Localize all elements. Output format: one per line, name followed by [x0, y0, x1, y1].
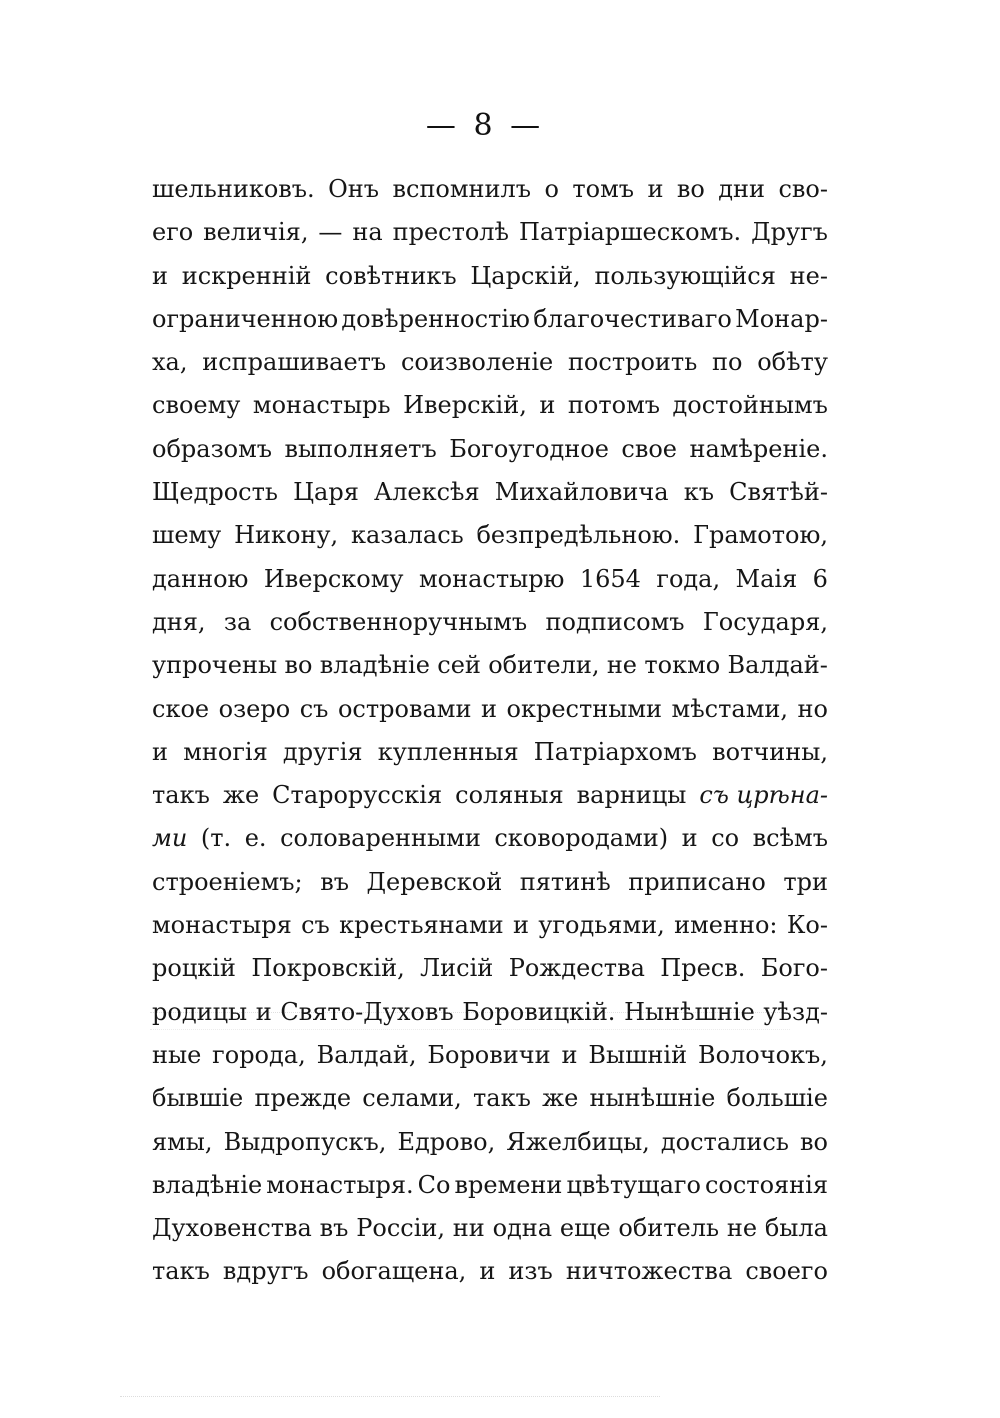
text-line — [152, 558, 828, 601]
word: еще — [559, 1214, 611, 1243]
text-line — [152, 817, 828, 860]
word: такъ — [152, 781, 210, 810]
word: выполняетъ — [284, 434, 437, 463]
word: по — [712, 348, 743, 377]
word: токмо — [644, 651, 721, 680]
word: такъ — [473, 1084, 531, 1113]
word: не — [606, 651, 638, 680]
word: шему — [152, 521, 222, 550]
word: состоянія — [704, 1170, 828, 1199]
text-line — [152, 255, 828, 298]
word: дня, — [152, 607, 206, 636]
word: и — [479, 1257, 496, 1286]
text-line — [152, 211, 828, 254]
word: его — [152, 218, 194, 247]
text-line — [152, 1034, 828, 1077]
word: Другъ — [751, 218, 828, 247]
word: ми — [152, 824, 188, 853]
word: Покровскій, — [251, 954, 405, 983]
word: Никону, — [234, 521, 339, 550]
word: соловаренными — [280, 824, 481, 853]
word: купленныя — [377, 737, 519, 766]
word: Боровичи — [427, 1040, 551, 1069]
word: монастыря. — [266, 1170, 414, 1199]
word: не- — [789, 261, 828, 290]
text-line — [152, 947, 828, 990]
word: Россіи, — [356, 1214, 445, 1243]
word: обогащена, — [321, 1257, 467, 1286]
word: Духовенства — [152, 1214, 312, 1243]
word: Боровицкій. — [462, 997, 616, 1026]
word: томъ — [572, 175, 635, 203]
word: обитель — [618, 1214, 720, 1243]
word: подписомъ — [545, 607, 685, 636]
word: ограниченною — [152, 304, 339, 333]
text-line — [152, 1207, 828, 1250]
word: владѣніе — [319, 651, 430, 680]
word: вдругъ — [222, 1257, 309, 1286]
word: со — [711, 824, 740, 853]
word: ское — [152, 694, 210, 723]
word: и — [512, 911, 529, 940]
text-line — [152, 1077, 828, 1120]
word: Волочокъ, — [697, 1040, 828, 1069]
word: Свято-Духовъ — [280, 997, 454, 1026]
text-line — [152, 688, 828, 731]
word: пользующійся — [594, 261, 776, 290]
word: безпредѣльною. — [476, 521, 681, 550]
text-line — [152, 298, 828, 341]
word: обители, — [488, 651, 600, 680]
word: и — [255, 997, 272, 1026]
word: Царскій, — [470, 261, 581, 290]
word: данною — [152, 564, 249, 593]
word: Вышній — [588, 1040, 688, 1069]
word: съ — [301, 911, 330, 940]
word: благочестиваго — [533, 304, 732, 333]
word: ха, — [152, 348, 188, 377]
word: такъ — [152, 1257, 210, 1286]
word: соизволеніе — [400, 348, 554, 377]
word: потомъ — [567, 391, 660, 420]
word: съ — [299, 694, 329, 723]
word: уѣзд- — [763, 997, 828, 1026]
word: Нынѣшніе — [624, 997, 755, 1026]
word: угодьями, — [538, 911, 665, 940]
word: была — [764, 1214, 828, 1243]
word: Валдай, — [316, 1040, 417, 1069]
word: и — [561, 1040, 578, 1069]
word: вспомнилъ — [392, 175, 532, 203]
word: образомъ — [152, 434, 273, 463]
word: Государя, — [702, 607, 828, 636]
word: монастырю — [418, 564, 565, 593]
word: именно: — [674, 911, 778, 940]
word: Михайловича — [494, 478, 669, 507]
word: одна — [492, 1214, 553, 1243]
word: престолѣ — [392, 218, 510, 247]
word: во — [799, 1127, 828, 1156]
word: многія — [183, 737, 268, 766]
text-line — [152, 904, 828, 947]
word: и — [647, 175, 664, 203]
word: искренній — [181, 261, 312, 290]
word: Выдропускъ, — [223, 1127, 387, 1156]
word: же — [222, 781, 260, 810]
word: Щедрость — [152, 478, 278, 507]
word: — — [318, 218, 343, 247]
word: во — [284, 651, 313, 680]
word: Со — [417, 1170, 451, 1199]
word: упрочены — [152, 651, 278, 680]
word: достались — [660, 1127, 789, 1156]
word: островами — [337, 694, 472, 723]
word: роцкій — [152, 954, 236, 983]
word: ямы, — [152, 1127, 213, 1156]
word: и — [152, 261, 168, 290]
word: Пресв. — [660, 954, 746, 983]
bleed-through-mark-bottom — [120, 1396, 660, 1411]
word: испрашиваетъ — [202, 348, 387, 377]
word: озеро — [218, 694, 291, 723]
word: за — [223, 607, 252, 636]
word: сво- — [778, 175, 828, 203]
word: Иверскій, — [403, 391, 527, 420]
word: Старорусскія — [272, 781, 443, 810]
word: Яжелбицы, — [506, 1127, 650, 1156]
page-number: — 8 — — [425, 108, 545, 143]
word: Валдай- — [727, 651, 828, 680]
word: нынѣшніе — [589, 1084, 716, 1113]
word: свое — [621, 434, 677, 463]
word: ни — [452, 1214, 485, 1243]
word: года, — [656, 564, 721, 593]
word: Онъ — [328, 175, 380, 203]
word: изъ — [508, 1257, 553, 1286]
word: но — [797, 694, 828, 723]
word: Патріархомъ — [533, 737, 697, 766]
word: Ко- — [786, 911, 828, 940]
word: варницы — [576, 781, 687, 810]
word: шельниковъ. — [152, 175, 315, 203]
word: Бого- — [760, 954, 828, 983]
word: своему — [152, 391, 241, 420]
word: вотчины, — [712, 737, 828, 766]
word: съ црѣна- — [699, 781, 828, 810]
word: владѣніе — [152, 1170, 263, 1199]
word: пятинѣ — [519, 867, 611, 896]
word: мѣстами, — [671, 694, 788, 723]
word: дни — [718, 175, 766, 203]
word: 6 — [812, 564, 828, 593]
word: монастыря — [152, 911, 292, 940]
text-line — [152, 471, 828, 514]
word: не — [726, 1214, 758, 1243]
word: другія — [282, 737, 363, 766]
text-line — [152, 514, 828, 557]
word: въ — [320, 867, 349, 896]
word: 1654 — [579, 564, 641, 593]
word: Иверскому — [263, 564, 404, 593]
word: во — [676, 175, 705, 203]
word: сковородами) — [494, 824, 669, 853]
text-line — [152, 168, 828, 211]
word: обѣту — [757, 348, 828, 377]
word: Маія — [735, 564, 798, 593]
word: довѣренностію — [341, 304, 530, 333]
word: е. — [244, 824, 267, 853]
word: ные — [152, 1040, 202, 1069]
word: Грамотою, — [693, 521, 828, 550]
text-line — [152, 1164, 828, 1207]
word: соляныя — [455, 781, 564, 810]
word: бывшіе — [152, 1084, 244, 1113]
word: цвѣтущаго — [566, 1170, 701, 1199]
word: Святѣй- — [729, 478, 828, 507]
word: Монар- — [735, 304, 828, 333]
word: въ — [319, 1214, 349, 1243]
text-line — [152, 384, 828, 427]
text-line — [152, 1250, 828, 1293]
text-line — [152, 428, 828, 471]
word: собственноручнымъ — [269, 607, 528, 636]
word: строеніемъ; — [152, 867, 303, 896]
text-line — [152, 774, 828, 817]
word: сей — [437, 651, 481, 680]
word: величія, — [203, 218, 309, 247]
word: къ — [683, 478, 714, 507]
word: времени — [454, 1170, 563, 1199]
word: же — [542, 1084, 579, 1113]
word: города, — [212, 1040, 306, 1069]
text-line — [152, 644, 828, 687]
text-line — [152, 991, 828, 1034]
word: (т. — [200, 824, 232, 853]
word: о — [544, 175, 559, 203]
word: монастырь — [252, 391, 391, 420]
word: и — [681, 824, 698, 853]
word: Царя — [293, 478, 359, 507]
word: построить — [567, 348, 698, 377]
word: Алексѣя — [373, 478, 480, 507]
word: селами, — [362, 1084, 462, 1113]
word: на — [352, 218, 383, 247]
word: крестьянами — [339, 911, 504, 940]
word: большіе — [726, 1084, 828, 1113]
word: своего — [745, 1257, 828, 1286]
word: прежде — [254, 1084, 352, 1113]
word: Едрово, — [397, 1127, 496, 1156]
text-line — [152, 601, 828, 644]
word: совѣтникъ — [325, 261, 457, 290]
text-line — [152, 731, 828, 774]
word: Патріаршескомъ. — [518, 218, 742, 247]
word: Рождества — [508, 954, 645, 983]
body-text — [152, 168, 828, 1294]
word: всѣмъ — [752, 824, 828, 853]
word: Лисій — [420, 954, 494, 983]
word: достойнымъ — [672, 391, 828, 420]
word: Деревской — [366, 867, 503, 896]
word: и — [152, 737, 168, 766]
text-line — [152, 1121, 828, 1164]
text-line — [152, 341, 828, 384]
word: и — [539, 391, 556, 420]
word: приписано — [628, 867, 766, 896]
word: Богоугодное — [449, 434, 609, 463]
word: окрестными — [506, 694, 662, 723]
word: родицы — [152, 997, 248, 1026]
word: казалась — [350, 521, 464, 550]
word: ничтожества — [565, 1257, 733, 1286]
word: намѣреніе. — [689, 434, 828, 463]
text-line — [152, 861, 828, 904]
word: три — [783, 867, 828, 896]
word: и — [480, 694, 497, 723]
